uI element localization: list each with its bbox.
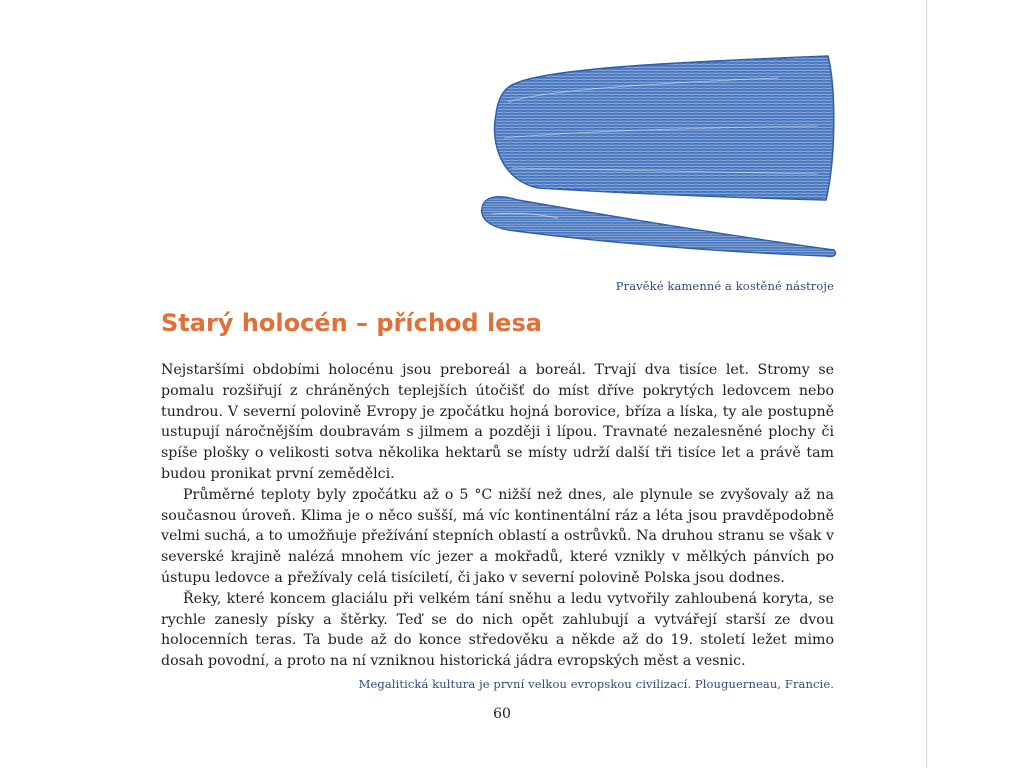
page-edge-divider <box>926 0 927 768</box>
image-caption: Pravěké kamenné a kostěné nástroje <box>615 279 834 293</box>
prehistoric-tools-illustration <box>478 48 840 264</box>
paragraph-2: Průměrné teploty byly zpočátku až o 5 °C nižší než dnes, ale plynule se zvyšovaly až na současnou úroveň. Klima je o něco sušší, má víc kontinentální ráz a léta jsou pravděpodobně velmi suchá, a to umožňuje přežívání stepních oblastí a ostrůvků. Na druhou stranu se však v severské krajině nalézá mnohem víc jezer a mokřadů, které vznikly v mělkých pánvích po ústupu ledovce a přežívaly celá tisíciletí, či jako v severní polovině Polska jsou dodnes. <box>161 486 834 586</box>
stone-axe-illustration <box>495 56 834 200</box>
paragraph-1: Nejstaršími obdobími holocénu jsou preboreál a boreál. Trvají dva tisíce let. Stromy se pomalu rozšiřují z chráněných teplejších útočišť do míst dříve pokrytých ledovcem nebo tundrou. V severní polovině Evropy je zpočátku hojná borovice, bříza a líska, ty ale postupně ustupují náročnějším doubravám s jilmem a později i lípou. Travnaté nezalesněné plochy či spíše plošky o velikosti sotva několika hektarů se místy udrží další tři tisíce let a právě tam budou pronikat první zemědělci. <box>161 362 834 482</box>
bottom-caption: Megalitická kultura je první velkou evropskou civilizací. Plouguerneau, Francie. <box>358 677 834 691</box>
body-text <box>161 360 834 672</box>
bone-tool-illustration <box>482 197 836 257</box>
paragraph-3: Řeky, které koncem glaciálu při velkém tání sněhu a ledu vytvořily zahloubená koryta, se rychle zanesly písky a štěrky. Teď se do nich opět zahlubují a vytvářejí starší ze dvou holocenních teras. Ta bude až do konce středověku a někde až do 19. století ležet mimo dosah povodní, a proto na ní vzniknou historická jádra evropských měst a vesnic. <box>161 590 834 670</box>
page-title: Starý holocén – příchod lesa <box>161 309 542 337</box>
page-number: 60 <box>493 706 511 722</box>
